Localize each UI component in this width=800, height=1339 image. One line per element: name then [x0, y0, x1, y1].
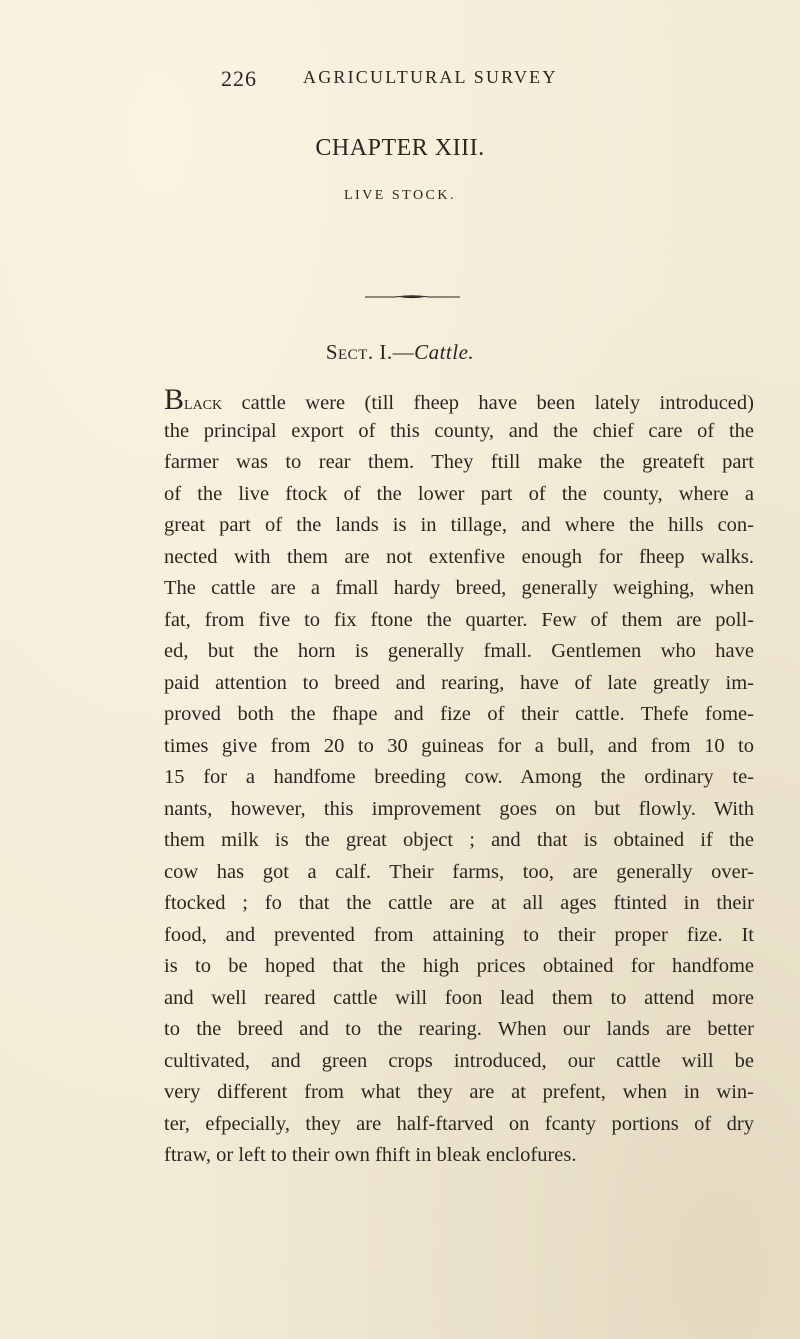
- body-paragraph: [164, 384, 754, 1172]
- opening-word-rest: lack: [184, 392, 223, 414]
- text-line: very different from what they are at prefent, when in win-: [164, 1081, 754, 1103]
- initial-letter: B: [164, 383, 185, 416]
- text-line: is to be hoped that the high prices obtained for handfome: [164, 955, 754, 977]
- text-line: ftraw, or left to their own fhift in bleak enclofures.: [164, 1144, 577, 1166]
- section-prefix: Sect. I.—: [325, 340, 415, 364]
- text-line: great part of the lands is in tillage, and where the hills con-: [164, 514, 754, 536]
- section-name: Cattle.: [414, 340, 475, 364]
- text-line: cow has got a calf. Their farms, too, are generally over-: [164, 860, 754, 883]
- text-line: proved both the fhape and fize of their cattle. Thefe fome-: [164, 703, 754, 725]
- text-line: to the breed and to the rearing. When our lands are better: [164, 1018, 754, 1040]
- line-text: cattle were (till fheep have been lately introduced): [222, 392, 754, 414]
- text-line: paid attention to breed and rearing, have of late greatly im-: [164, 671, 754, 694]
- text-line: nected with them are not extenfive enough for fheep walks.: [164, 545, 754, 568]
- text-line: food, and prevented from attaining to their proper fize. It: [164, 923, 754, 946]
- text-line: times give from 20 to 30 guineas for a bull, and from 10 to: [164, 734, 754, 757]
- text-line: them milk is the great object ; and that is obtained if the: [164, 829, 754, 851]
- opening-word: [164, 383, 223, 416]
- text-line: of the live ftock of the lower part of the county, where a: [164, 482, 754, 505]
- page-header: [221, 66, 741, 94]
- text-line: the principal export of this county, and the chief care of the: [164, 419, 754, 442]
- text-line: nants, however, this improvement goes on but flowly. With: [164, 797, 754, 820]
- running-head: AGRICULTURAL SURVEY: [303, 67, 558, 87]
- text-line: ftocked ; fo that the cattle are at all ages ftinted in their: [164, 892, 754, 914]
- text-line: 15 for a handfome breeding cow. Among the ordinary te-: [164, 766, 754, 788]
- page-number: 226: [221, 66, 257, 91]
- text-line: fat, from five to fix ftone the quarter. Few of them are poll-: [164, 608, 754, 631]
- text-line: ed, but the horn is generally fmall. Gentlemen who have: [164, 640, 754, 662]
- text-line: ter, efpecially, they are half-ftarved on fcanty portions of dry: [164, 1112, 754, 1135]
- text-line: and well reared cattle will foon lead them to attend more: [164, 986, 754, 1009]
- text-line: cultivated, and green crops introduced, our cattle will be: [164, 1049, 754, 1072]
- text-line: [164, 384, 754, 416]
- ornamental-rule: [365, 295, 460, 299]
- chapter-title: CHAPTER XIII.: [315, 135, 485, 161]
- text-line: farmer was to rear them. They ftill make the greateft part: [164, 451, 754, 473]
- section-heading: [0, 340, 800, 365]
- text-line: The cattle are a fmall hardy breed, generally weighing, when: [164, 577, 754, 599]
- chapter-subtitle: LIVE STOCK.: [343, 188, 457, 203]
